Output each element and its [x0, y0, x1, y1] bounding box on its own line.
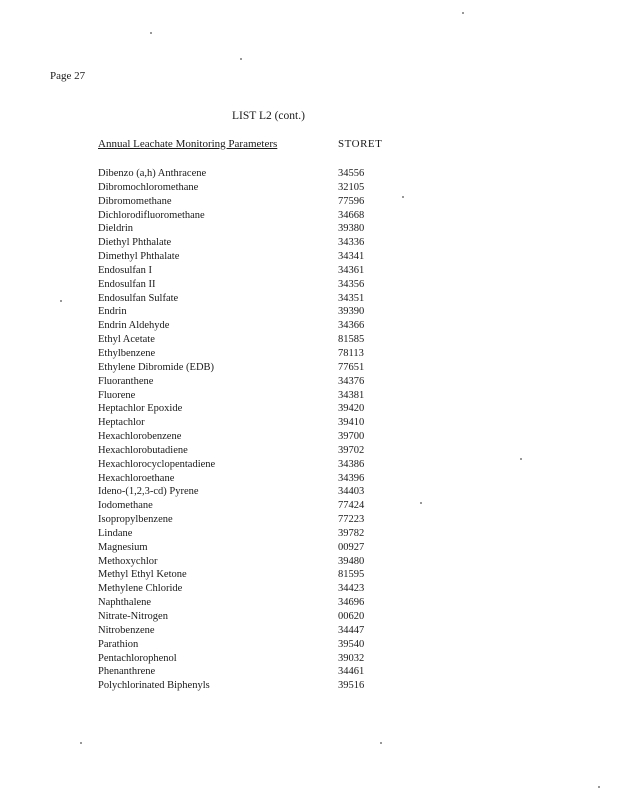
- list-row: [98, 402, 398, 416]
- storet-code: 77223: [338, 514, 365, 526]
- list-row: [98, 596, 398, 610]
- storet-code: 34556: [338, 168, 365, 179]
- scan-speck: [402, 196, 404, 198]
- scan-speck: [150, 32, 152, 34]
- parameter-name: Hexachloroethane: [98, 472, 175, 484]
- parameter-name: Hexachlorobutadiene: [98, 444, 188, 456]
- parameter-name: Heptachlor: [98, 417, 145, 429]
- storet-code: 34423: [338, 583, 365, 595]
- list-row: [98, 250, 398, 264]
- list-row: [98, 195, 398, 209]
- list-row: [98, 638, 398, 652]
- list-row: [98, 333, 398, 347]
- parameter-name: Polychlorinated Biphenyls: [98, 680, 210, 692]
- storet-code: 34361: [338, 264, 365, 276]
- list-row: [98, 513, 398, 527]
- storet-column-header: STORET: [338, 138, 383, 150]
- storet-code: 39700: [338, 431, 365, 443]
- parameter-name: Dibromomethane: [98, 195, 172, 207]
- storet-code: 34696: [338, 597, 365, 609]
- list-row: [98, 278, 398, 292]
- parameter-name: Pentachlorophenol: [98, 652, 177, 664]
- storet-code: 81595: [338, 569, 365, 581]
- list-row: [98, 499, 398, 513]
- list-row: [98, 444, 398, 458]
- list-row: [98, 209, 398, 223]
- parameter-name: Iodomethane: [98, 500, 153, 512]
- storet-code: 34376: [338, 375, 365, 387]
- storet-code: 00927: [338, 541, 365, 553]
- storet-code: 39516: [338, 680, 365, 692]
- parameter-name: Hexachlorobenzene: [98, 431, 182, 443]
- parameter-name: Isopropylbenzene: [98, 514, 173, 526]
- scan-speck: [420, 502, 422, 504]
- parameter-name: Fluoranthene: [98, 375, 154, 387]
- parameter-name: Ethylene Dibromide (EDB): [98, 361, 215, 373]
- list-row: [98, 665, 398, 679]
- list-row: [98, 568, 398, 582]
- list-row: [98, 652, 398, 666]
- list-row: [98, 416, 398, 430]
- scan-speck: [380, 742, 382, 744]
- storet-code: 34366: [338, 320, 365, 332]
- storet-code: 32105: [338, 181, 365, 193]
- list-row: [98, 375, 398, 389]
- parameter-name: Dibenzo (a,h) Anthracene: [98, 168, 207, 179]
- storet-code: 77651: [338, 361, 365, 373]
- parameter-name: Ethylbenzene: [98, 347, 156, 359]
- list-row: [98, 319, 398, 333]
- parameter-name: Methylene Chloride: [98, 583, 183, 595]
- scan-speck: [598, 786, 600, 788]
- scan-speck: [520, 458, 522, 460]
- list-row: [98, 361, 398, 375]
- parameter-name: Endosulfan I: [98, 264, 152, 276]
- storet-code: 34403: [338, 486, 365, 498]
- list-row: [98, 485, 398, 499]
- list-row: [98, 527, 398, 541]
- parameter-name: Lindane: [98, 527, 133, 539]
- list-row: [98, 181, 398, 195]
- storet-code: 39380: [338, 223, 365, 235]
- parameter-name: Hexachlorocyclopentadiene: [98, 458, 216, 470]
- list-row: [98, 582, 398, 596]
- list-row: [98, 610, 398, 624]
- storet-code: 34396: [338, 472, 365, 484]
- list-row: [98, 264, 398, 278]
- scan-speck: [80, 742, 82, 744]
- parameter-name: Naphthalene: [98, 597, 152, 609]
- parameter-name: Fluorene: [98, 389, 136, 401]
- parameter-name: Endosulfan II: [98, 278, 156, 290]
- storet-code: 39702: [338, 444, 365, 456]
- storet-code: 39410: [338, 417, 365, 429]
- list-row: [98, 541, 398, 555]
- list-row: [98, 347, 398, 361]
- parameter-name: Methoxychlor: [98, 555, 158, 567]
- storet-code: 34381: [338, 389, 365, 401]
- storet-code: 34386: [338, 458, 365, 470]
- list-row: [98, 167, 398, 181]
- storet-code: 34356: [338, 278, 365, 290]
- parameter-name: Parathion: [98, 638, 139, 650]
- parameter-name: Dichlorodifluoromethane: [98, 209, 205, 221]
- parameter-name: Endosulfan Sulfate: [98, 292, 179, 304]
- scan-speck: [240, 58, 242, 60]
- storet-code: 34668: [338, 209, 365, 221]
- storet-code: 77424: [338, 500, 365, 512]
- parameter-name: Dieldrin: [98, 223, 133, 235]
- parameter-name: Endrin: [98, 306, 127, 318]
- storet-code: 34461: [338, 666, 365, 678]
- parameter-name: Ethyl Acetate: [98, 334, 155, 346]
- storet-code: 78113: [338, 347, 364, 359]
- list-row: [98, 430, 398, 444]
- storet-code: 39420: [338, 403, 365, 415]
- parameter-name: Endrin Aldehyde: [98, 320, 170, 332]
- storet-code: 39480: [338, 555, 365, 567]
- list-row: [98, 236, 398, 250]
- storet-code: 39540: [338, 638, 365, 650]
- parameter-name: Dibromochloromethane: [98, 181, 199, 193]
- parameters-column-header: Annual Leachate Monitoring Parameters: [98, 138, 278, 150]
- storet-code: 34336: [338, 237, 365, 249]
- storet-code: 00620: [338, 611, 365, 622]
- storet-code: 77596: [338, 195, 365, 207]
- list-row: [98, 458, 398, 472]
- list-row: [98, 624, 398, 638]
- parameter-list: [98, 167, 398, 693]
- list-title: LIST L2 (cont.): [232, 110, 305, 122]
- parameter-name: Magnesium: [98, 541, 148, 553]
- storet-code: 34341: [338, 251, 365, 263]
- list-row: [98, 555, 398, 569]
- parameter-name: Methyl Ethyl Ketone: [98, 569, 187, 581]
- parameter-name: Ideno-(1,2,3-cd) Pyrene: [98, 486, 199, 498]
- storet-code: 34351: [338, 292, 365, 304]
- storet-code: 81585: [338, 334, 365, 346]
- list-row: [98, 389, 398, 403]
- parameter-name: Heptachlor Epoxide: [98, 403, 183, 415]
- storet-code: 39032: [338, 652, 365, 664]
- list-row: [98, 472, 398, 486]
- parameter-name: Nitrate-Nitrogen: [98, 611, 168, 622]
- list-row: [98, 222, 398, 236]
- scan-speck: [462, 12, 464, 14]
- parameter-name: Dimethyl Phthalate: [98, 251, 180, 263]
- parameter-name: Phenanthrene: [98, 666, 156, 678]
- storet-code: 39782: [338, 527, 365, 539]
- storet-code: 39390: [338, 306, 365, 318]
- parameter-name: Nitrobenzene: [98, 624, 155, 636]
- list-row: [98, 305, 398, 319]
- list-row: [98, 679, 398, 693]
- parameter-name: Diethyl Phthalate: [98, 237, 172, 249]
- list-row: [98, 292, 398, 306]
- storet-code: 34447: [338, 624, 365, 636]
- page-number: Page 27: [50, 70, 86, 82]
- scan-speck: [60, 300, 62, 302]
